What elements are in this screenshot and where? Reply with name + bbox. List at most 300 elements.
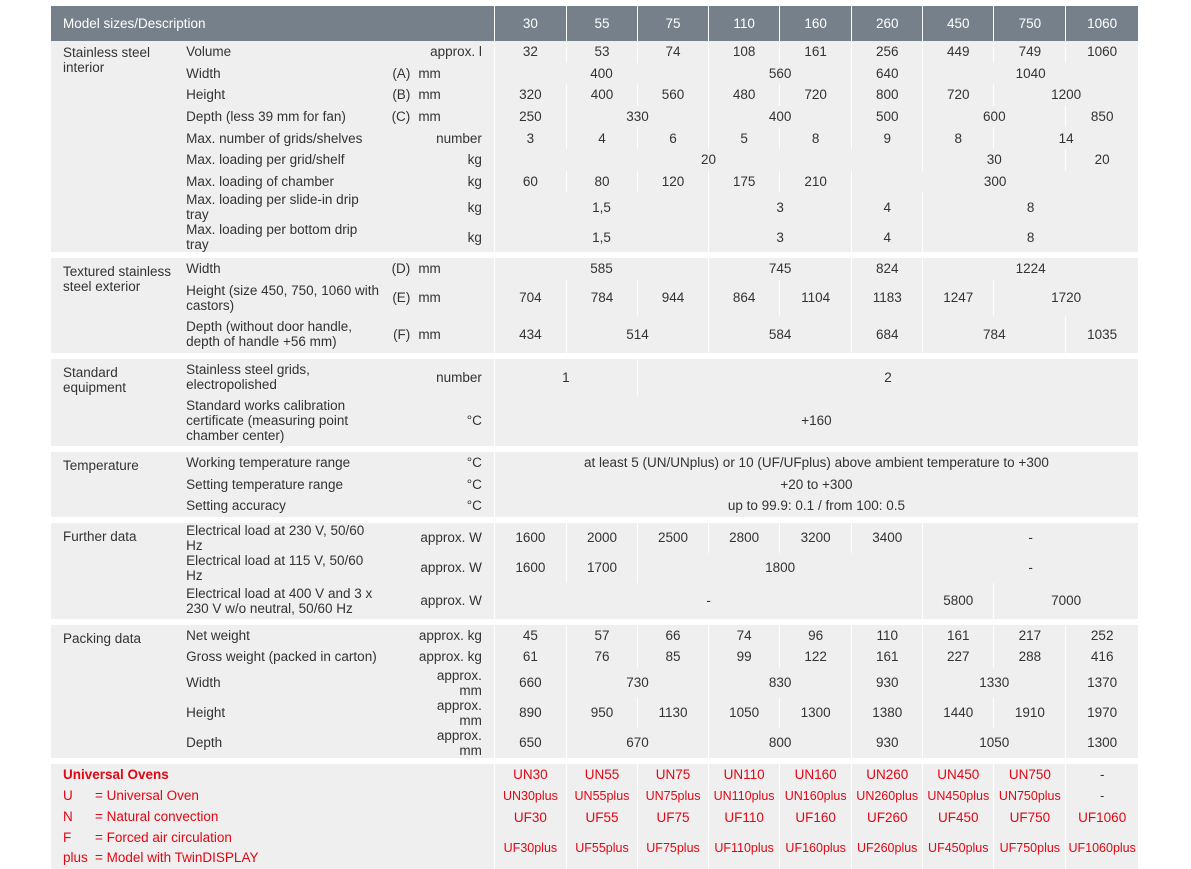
value-cell: up to 99.9: 0.1 / from 100: 0.5: [494, 495, 1138, 520]
legend-text: = Universal Oven: [95, 787, 199, 803]
value-cell: 824: [852, 255, 923, 280]
value-cell: 1600: [494, 553, 566, 583]
value-cell: 1050: [923, 728, 1066, 761]
value-cell: 400: [494, 63, 708, 85]
row-label: Depth: [178, 728, 385, 761]
value-cell: 8: [923, 127, 994, 149]
group-title: Standard equipment: [51, 356, 178, 449]
model-name-cell: UN55plus: [566, 786, 637, 807]
value-cell: 850: [1066, 106, 1138, 128]
table-row: [51, 192, 1138, 222]
model-name-cell: UN55: [566, 761, 637, 786]
row-label: Height (size 450, 750, 1060 with castors): [178, 280, 385, 316]
row-unit: number: [412, 127, 494, 149]
value-cell: 5800: [923, 583, 994, 622]
row-symbol: [385, 396, 412, 449]
value-cell: 288: [994, 646, 1066, 668]
value-cell: 61: [494, 646, 566, 668]
model-name-cell: UF260plus: [852, 828, 923, 869]
row-label: Volume: [178, 41, 385, 63]
row-symbol: [385, 520, 412, 553]
value-cell: 720: [923, 84, 994, 106]
row-unit: approx. W: [412, 583, 494, 622]
model-row: [51, 761, 1138, 786]
row-label: Height: [178, 698, 385, 728]
model-name-cell: UN110: [709, 761, 780, 786]
row-unit: mm: [412, 280, 494, 316]
table-row: [51, 698, 1138, 728]
value-cell: 784: [566, 280, 637, 316]
row-label: Max. loading of chamber: [178, 171, 385, 193]
row-unit: mm: [412, 255, 494, 280]
row-unit: kg: [412, 171, 494, 193]
value-cell: 800: [709, 728, 852, 761]
value-cell: 720: [780, 84, 852, 106]
model-name-cell: UF110plus: [709, 828, 780, 869]
row-label: Setting accuracy: [178, 495, 385, 520]
legend-item: [63, 807, 490, 827]
model-size-header: 260: [852, 6, 923, 41]
value-cell: 85: [638, 646, 709, 668]
value-cell: 584: [709, 316, 852, 356]
legend-cell: [51, 786, 494, 807]
model-name-cell: UN160plus: [780, 786, 852, 807]
value-cell: 890: [494, 698, 566, 728]
value-cell: 950: [566, 698, 637, 728]
value-cell: 480: [709, 84, 780, 106]
model-name-cell: UN160: [780, 761, 852, 786]
value-cell: 74: [709, 622, 780, 647]
value-cell: 600: [923, 106, 1066, 128]
value-cell: 7000: [994, 583, 1138, 622]
value-cell: +20 to +300: [494, 473, 1138, 495]
value-cell: 670: [566, 728, 708, 761]
header-description: Model sizes/Description: [51, 6, 494, 41]
value-cell: -: [923, 553, 1138, 583]
value-cell: 749: [994, 41, 1066, 63]
table-row: [51, 316, 1138, 356]
model-name-cell: UF30plus: [494, 828, 566, 869]
model-name-cell: UF55: [566, 807, 637, 828]
value-cell: 3: [494, 127, 566, 149]
row-unit: approx. mm: [412, 698, 494, 728]
row-symbol: [385, 583, 412, 622]
group-title: Packing data: [51, 622, 178, 761]
model-size-header: 450: [923, 6, 994, 41]
model-name-cell: UN75: [638, 761, 709, 786]
value-cell: 256: [852, 41, 923, 63]
value-cell: 1800: [638, 553, 923, 583]
model-name-cell: UN30: [494, 761, 566, 786]
legend-key: N: [63, 808, 73, 824]
universal-ovens-title: Universal Ovens: [51, 761, 494, 786]
value-cell: 4: [566, 127, 637, 149]
value-cell: 585: [494, 255, 708, 280]
value-cell: 660: [494, 668, 566, 698]
value-cell: 930: [852, 668, 923, 698]
value-cell: 1040: [923, 63, 1138, 85]
value-cell: 161: [780, 41, 852, 63]
row-unit: mm: [412, 106, 494, 128]
value-cell: 416: [1066, 646, 1138, 668]
legend-text: = Forced air circulation: [95, 829, 232, 845]
row-unit: °C: [412, 473, 494, 495]
row-label: Width: [178, 255, 385, 280]
model-name-cell: UF75plus: [638, 828, 709, 869]
value-cell: 1370: [1066, 668, 1138, 698]
row-label: Depth (without door handle, depth of handle +56 mm): [178, 316, 385, 356]
value-cell: 8: [780, 127, 852, 149]
row-symbol: [385, 553, 412, 583]
model-name-cell: UF450plus: [923, 828, 994, 869]
row-symbol: [385, 356, 412, 396]
row-symbol: [385, 127, 412, 149]
legend-text: = Natural convection: [95, 808, 219, 824]
value-cell: 3400: [852, 520, 923, 553]
table-row: [51, 668, 1138, 698]
table-row: [51, 520, 1138, 553]
row-symbol: (B): [385, 84, 412, 106]
value-cell: 210: [780, 171, 852, 193]
value-cell: 300: [852, 171, 1138, 193]
value-cell: 1035: [1066, 316, 1138, 356]
value-cell: +160: [494, 396, 1138, 449]
row-label: Setting temperature range: [178, 473, 385, 495]
table-row: [51, 171, 1138, 193]
model-name-cell: UF750plus: [994, 828, 1066, 869]
model-name-cell: UN450plus: [923, 786, 994, 807]
legend-key: F: [63, 829, 72, 845]
group-title: Stainless steel interior: [51, 41, 178, 255]
legend-key: U: [63, 787, 73, 803]
value-cell: 1224: [923, 255, 1138, 280]
row-unit: mm: [412, 84, 494, 106]
value-cell: 122: [780, 646, 852, 668]
model-name-cell: -: [1066, 761, 1138, 786]
value-cell: 252: [1066, 622, 1138, 647]
row-symbol: (E): [385, 280, 412, 316]
value-cell: 5: [709, 127, 780, 149]
row-label: Max. number of grids/shelves: [178, 127, 385, 149]
value-cell: 684: [852, 316, 923, 356]
row-unit: mm: [412, 316, 494, 356]
value-cell: 650: [494, 728, 566, 761]
row-label: Gross weight (packed in carton): [178, 646, 385, 668]
row-unit: approx. kg: [412, 622, 494, 647]
value-cell: 1060: [1066, 41, 1138, 63]
value-cell: 2800: [709, 520, 780, 553]
model-name-cell: UF75: [638, 807, 709, 828]
value-cell: 66: [638, 622, 709, 647]
value-cell: 1247: [923, 280, 994, 316]
model-size-header: 55: [566, 6, 637, 41]
model-name-cell: UF260: [852, 807, 923, 828]
row-unit: °C: [412, 396, 494, 449]
row-symbol: [385, 449, 412, 474]
value-cell: 784: [923, 316, 1066, 356]
row-unit: approx. l: [412, 41, 494, 63]
value-cell: 120: [638, 171, 709, 193]
table-row: [51, 473, 1138, 495]
model-row: [51, 807, 1138, 828]
row-unit: kg: [412, 149, 494, 171]
value-cell: 3: [709, 222, 852, 255]
row-label: Electrical load at 400 V and 3 x 230 V w/o neutral, 50/60 Hz: [178, 583, 385, 622]
value-cell: 864: [709, 280, 780, 316]
value-cell: 250: [494, 106, 566, 128]
row-unit: mm: [412, 63, 494, 85]
model-name-cell: UF55plus: [566, 828, 637, 869]
row-label: Depth (less 39 mm for fan): [178, 106, 385, 128]
value-cell: 14: [994, 127, 1138, 149]
model-name-cell: -: [1066, 786, 1138, 807]
value-cell: 99: [709, 646, 780, 668]
value-cell: 6: [638, 127, 709, 149]
specification-table: [51, 6, 1138, 869]
value-cell: 1720: [994, 280, 1138, 316]
row-symbol: [385, 41, 412, 63]
model-name-cell: UN750: [994, 761, 1066, 786]
spec-body: [51, 41, 1138, 869]
row-symbol: [385, 192, 412, 222]
value-cell: 745: [709, 255, 852, 280]
value-cell: 80: [566, 171, 637, 193]
table-row: [51, 646, 1138, 668]
row-symbol: (F): [385, 316, 412, 356]
row-symbol: [385, 646, 412, 668]
model-name-cell: UF160: [780, 807, 852, 828]
header-row: [51, 6, 1138, 41]
model-size-header: 30: [494, 6, 566, 41]
value-cell: 1700: [566, 553, 637, 583]
model-name-cell: UN30plus: [494, 786, 566, 807]
row-symbol: [385, 149, 412, 171]
table-row: [51, 106, 1138, 128]
row-label: Width: [178, 63, 385, 85]
row-symbol: [385, 622, 412, 647]
model-row: [51, 786, 1138, 807]
value-cell: 1,5: [494, 222, 708, 255]
value-cell: 1910: [994, 698, 1066, 728]
row-label: Electrical load at 115 V, 50/60 Hz: [178, 553, 385, 583]
table-row: [51, 583, 1138, 622]
legend-item: [63, 786, 490, 806]
table-row: [51, 728, 1138, 761]
legend-item: [63, 828, 490, 848]
row-unit: kg: [412, 222, 494, 255]
spec-sheet: [51, 6, 1138, 869]
model-size-header: 750: [994, 6, 1066, 41]
model-size-header: 110: [709, 6, 780, 41]
value-cell: 227: [923, 646, 994, 668]
value-cell: 1600: [494, 520, 566, 553]
row-label: Max. loading per slide-in drip tray: [178, 192, 385, 222]
value-cell: 330: [566, 106, 708, 128]
value-cell: 76: [566, 646, 637, 668]
value-cell: 1380: [852, 698, 923, 728]
row-unit: approx. W: [412, 553, 494, 583]
value-cell: 1,5: [494, 192, 708, 222]
value-cell: 930: [852, 728, 923, 761]
value-cell: 110: [852, 622, 923, 647]
value-cell: 96: [780, 622, 852, 647]
row-label: Width: [178, 668, 385, 698]
value-cell: 60: [494, 171, 566, 193]
row-label: Height: [178, 84, 385, 106]
table-row: [51, 553, 1138, 583]
value-cell: 4: [852, 192, 923, 222]
value-cell: 1050: [709, 698, 780, 728]
row-label: Stainless steel grids, electropolished: [178, 356, 385, 396]
value-cell: 449: [923, 41, 994, 63]
value-cell: 1300: [1066, 728, 1138, 761]
table-row: [51, 495, 1138, 520]
model-name-cell: UF160plus: [780, 828, 852, 869]
model-name-cell: UN450: [923, 761, 994, 786]
row-symbol: (C): [385, 106, 412, 128]
value-cell: 161: [852, 646, 923, 668]
group-title: Further data: [51, 520, 178, 622]
value-cell: 1104: [780, 280, 852, 316]
row-unit: °C: [412, 495, 494, 520]
table-row: [51, 222, 1138, 255]
value-cell: 9: [852, 127, 923, 149]
value-cell: 400: [566, 84, 637, 106]
table-row: [51, 63, 1138, 85]
row-label: Standard works calibration certificate (measuring point chamber center): [178, 396, 385, 449]
model-name-cell: UF30: [494, 807, 566, 828]
value-cell: 320: [494, 84, 566, 106]
row-unit: approx. kg: [412, 646, 494, 668]
table-row: [51, 622, 1138, 647]
value-cell: -: [494, 583, 922, 622]
value-cell: 2: [638, 356, 1139, 396]
value-cell: 108: [709, 41, 780, 63]
value-cell: 57: [566, 622, 637, 647]
table-row: [51, 449, 1138, 474]
value-cell: 20: [1066, 149, 1138, 171]
row-symbol: (D): [385, 255, 412, 280]
value-cell: 1183: [852, 280, 923, 316]
table-row: [51, 356, 1138, 396]
value-cell: 1440: [923, 698, 994, 728]
value-cell: 3200: [780, 520, 852, 553]
value-cell: 20: [494, 149, 922, 171]
model-name-cell: UN110plus: [709, 786, 780, 807]
legend-cell: [51, 807, 494, 828]
row-symbol: [385, 668, 412, 698]
row-symbol: [385, 698, 412, 728]
legend-cell: [51, 828, 494, 869]
group-title: Temperature: [51, 449, 178, 520]
value-cell: -: [923, 520, 1138, 553]
row-unit: kg: [412, 192, 494, 222]
row-symbol: [385, 495, 412, 520]
row-label: Electrical load at 230 V, 50/60 Hz: [178, 520, 385, 553]
row-unit: °C: [412, 449, 494, 474]
value-cell: 45: [494, 622, 566, 647]
row-label: Working temperature range: [178, 449, 385, 474]
model-name-cell: UF450: [923, 807, 994, 828]
value-cell: 4: [852, 222, 923, 255]
value-cell: 500: [852, 106, 923, 128]
value-cell: 730: [566, 668, 708, 698]
row-label: Max. loading per bottom drip tray: [178, 222, 385, 255]
row-symbol: [385, 728, 412, 761]
row-symbol: [385, 473, 412, 495]
model-name-cell: UF1060plus: [1066, 828, 1138, 869]
row-symbol: [385, 222, 412, 255]
table-row: [51, 41, 1138, 63]
value-cell: 30: [923, 149, 1066, 171]
value-cell: 560: [709, 63, 852, 85]
model-name-cell: UN750plus: [994, 786, 1066, 807]
value-cell: 830: [709, 668, 852, 698]
value-cell: 400: [709, 106, 852, 128]
value-cell: 3: [709, 192, 852, 222]
value-cell: 74: [638, 41, 709, 63]
model-row: [51, 828, 1138, 869]
value-cell: 217: [994, 622, 1066, 647]
model-name-cell: UF110: [709, 807, 780, 828]
value-cell: 944: [638, 280, 709, 316]
value-cell: 2500: [638, 520, 709, 553]
legend-key: plus: [63, 849, 88, 865]
model-size-header: 1060: [1066, 6, 1138, 41]
value-cell: 514: [566, 316, 708, 356]
row-unit: approx. W: [412, 520, 494, 553]
model-name-cell: UN260plus: [852, 786, 923, 807]
model-name-cell: UN75plus: [638, 786, 709, 807]
value-cell: 32: [494, 41, 566, 63]
model-name-cell: UN260: [852, 761, 923, 786]
value-cell: 434: [494, 316, 566, 356]
model-size-header: 75: [638, 6, 709, 41]
row-label: Max. loading per grid/shelf: [178, 149, 385, 171]
value-cell: 640: [852, 63, 923, 85]
legend-item: [63, 848, 490, 868]
group-title: Textured stainless steel exterior: [51, 255, 178, 356]
row-unit: approx. mm: [412, 668, 494, 698]
value-cell: 1970: [1066, 698, 1138, 728]
table-row: [51, 84, 1138, 106]
value-cell: 175: [709, 171, 780, 193]
value-cell: 53: [566, 41, 637, 63]
value-cell: 161: [923, 622, 994, 647]
table-row: [51, 255, 1138, 280]
table-row: [51, 396, 1138, 449]
value-cell: 8: [923, 192, 1138, 222]
model-size-header: 160: [780, 6, 852, 41]
value-cell: 704: [494, 280, 566, 316]
row-label: Net weight: [178, 622, 385, 647]
value-cell: at least 5 (UN/UNplus) or 10 (UF/UFplus) above ambient temperature to +300: [494, 449, 1138, 474]
value-cell: 1: [494, 356, 637, 396]
model-name-cell: UF750: [994, 807, 1066, 828]
value-cell: 1300: [780, 698, 852, 728]
model-name-cell: UF1060: [1066, 807, 1138, 828]
table-row: [51, 280, 1138, 316]
row-unit: approx. mm: [412, 728, 494, 761]
table-row: [51, 127, 1138, 149]
value-cell: 560: [638, 84, 709, 106]
value-cell: 1130: [638, 698, 709, 728]
value-cell: 8: [923, 222, 1138, 255]
legend-text: = Model with TwinDISPLAY: [95, 849, 259, 865]
row-symbol: (A): [385, 63, 412, 85]
row-unit: number: [412, 356, 494, 396]
row-symbol: [385, 171, 412, 193]
